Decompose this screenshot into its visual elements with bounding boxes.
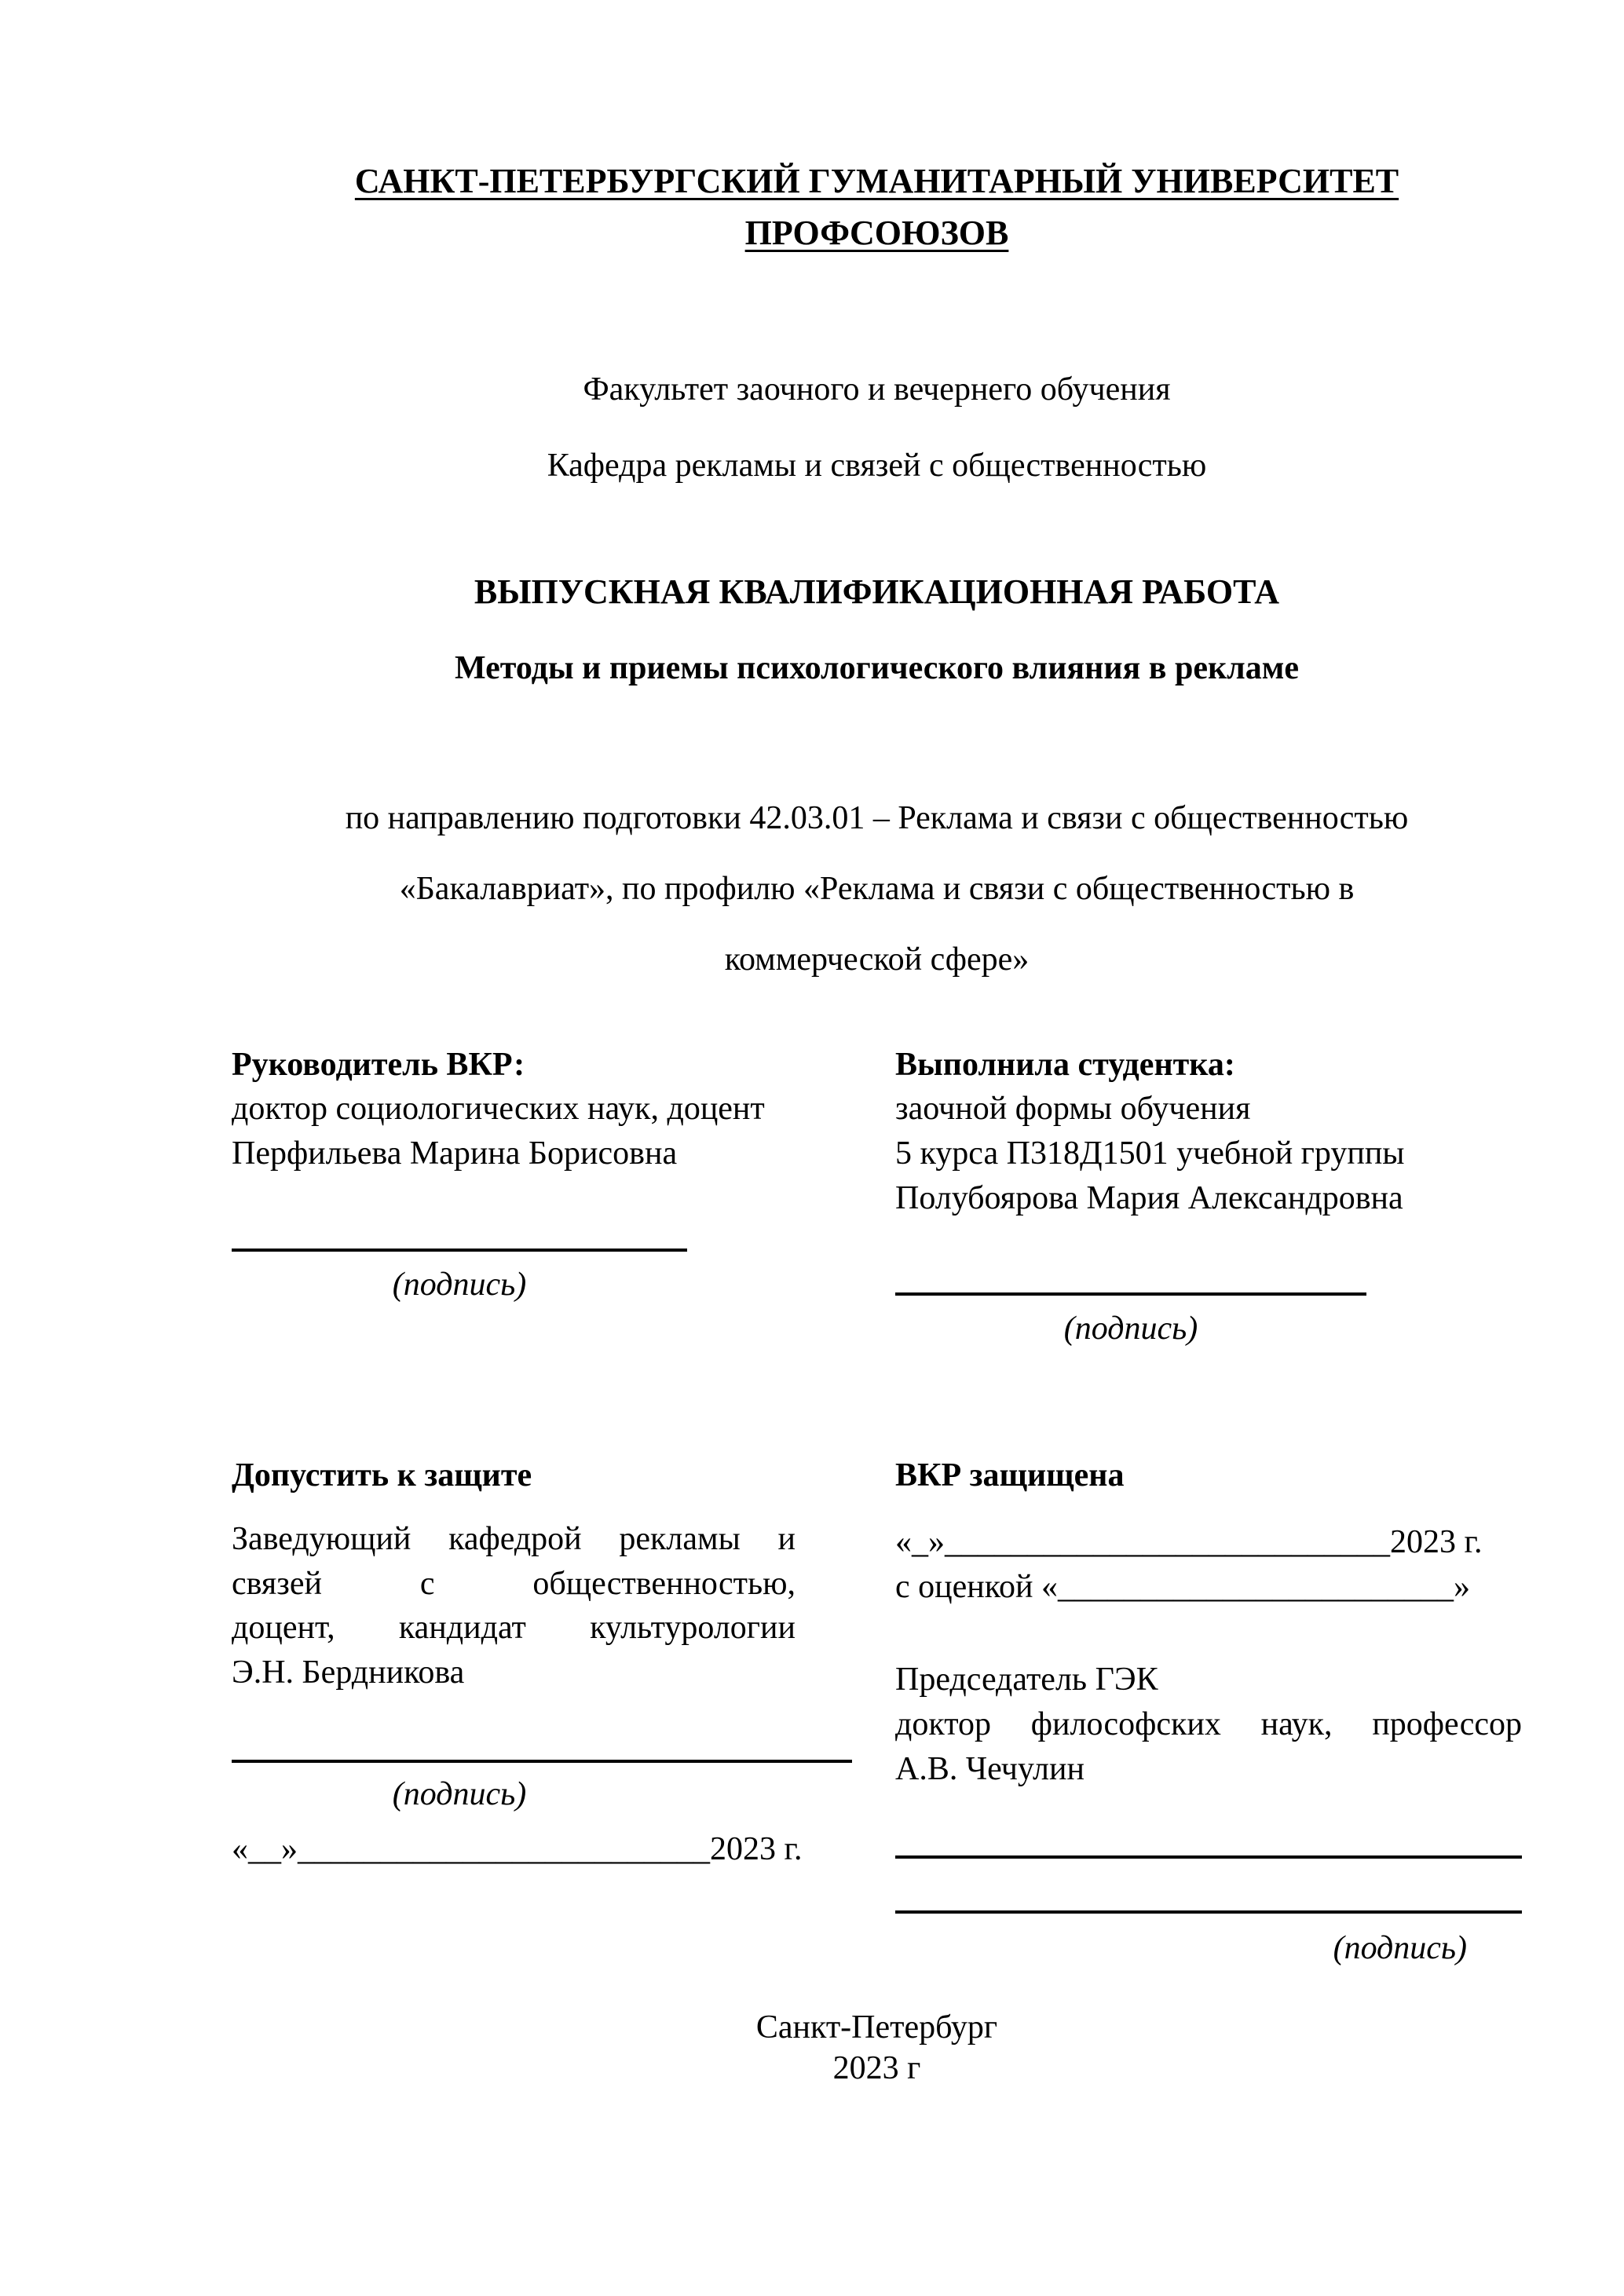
direction-line: по направлению подготовки 42.03.01 – Реклама и связи с общественностью xyxy=(345,800,1409,837)
student-label: Выполнила студентка: xyxy=(895,1046,1235,1083)
admission-text-line: связей с общественностью, xyxy=(232,1565,796,1602)
footer-city: Санкт-Петербург xyxy=(755,2009,998,2046)
defense-label: ВКР защищена xyxy=(895,1457,1125,1494)
footer-year: 2023 г xyxy=(832,2050,921,2087)
chairman-name-line: А.В. Чечулин xyxy=(895,1750,1084,1787)
supervisor-signature-line xyxy=(232,1249,687,1252)
admission-date-blank: «__»_________________________2023 г. xyxy=(232,1831,803,1868)
approval-row xyxy=(232,1453,1522,1971)
faculty-line: Факультет заочного и вечернего обучения xyxy=(583,371,1171,408)
admission-text-line: Заведующий кафедрой рекламы и xyxy=(232,1520,796,1557)
defense-block xyxy=(895,1453,1522,1971)
student-signature-caption: (подпись) xyxy=(1063,1311,1198,1347)
supervisor-name-line: Перфильева Марина Борисовна xyxy=(232,1135,678,1172)
admission-text-line: доцент, кандидат культурологии xyxy=(232,1610,796,1647)
direction-line: «Бакалавриат», по профилю «Реклама и связи с общественностью в xyxy=(399,870,1355,907)
chairman-signature-line xyxy=(895,1855,1522,1859)
defense-grade-blank: с оценкой «________________________» xyxy=(895,1568,1470,1605)
supervisor-label: Руководитель ВКР: xyxy=(232,1046,525,1083)
defense-date-blank: «_»___________________________2023 г. xyxy=(895,1523,1483,1560)
page-title: САНКТ-ПЕТЕРБУРГСКИЙ ГУМАНИТАРНЫЙ УНИВЕРСИТЕТ ПРОФСОЮЗОВ xyxy=(354,162,1399,252)
chairman-signature-line-2 xyxy=(895,1910,1522,1914)
chairman-title: Председатель ГЭК xyxy=(895,1662,1158,1698)
admission-text-line: Э.Н. Бердникова xyxy=(232,1654,465,1691)
work-type-heading: ВЫПУСКНАЯ КВАЛИФИКАЦИОННАЯ РАБОТА xyxy=(474,572,1280,612)
supervisor-block xyxy=(232,1043,852,1351)
supervisor-signature-caption: (подпись) xyxy=(392,1266,527,1303)
admission-signature-line xyxy=(232,1760,852,1763)
supervisor-degree-line: доктор социологических наук, доцент xyxy=(232,1091,765,1128)
admission-block xyxy=(232,1453,852,1971)
work-title: Методы и приемы психологического влияния в рекламе xyxy=(455,650,1299,687)
people-row xyxy=(232,1043,1522,1351)
direction-paragraph xyxy=(232,784,1522,996)
student-signature-line xyxy=(895,1292,1366,1296)
chairman-info-line: доктор философских наук, профессор xyxy=(895,1706,1522,1742)
student-name-line: Полубоярова Мария Александровна xyxy=(895,1179,1403,1216)
department-line: Кафедра рекламы и связей с общественностью xyxy=(547,447,1207,484)
admission-label: Допустить к защите xyxy=(232,1457,532,1494)
footer xyxy=(232,2007,1522,2089)
admission-signature-caption: (подпись) xyxy=(392,1775,527,1812)
student-block xyxy=(895,1043,1522,1351)
student-info-line: заочной формы обучения xyxy=(895,1091,1251,1128)
chairman-signature-caption: (подпись) xyxy=(1333,1930,1467,1967)
admission-paragraph xyxy=(232,1517,796,1695)
student-info-line: 5 курса П318Д1501 учебной группы xyxy=(895,1135,1405,1172)
direction-line: коммерческой сфере» xyxy=(724,941,1030,978)
